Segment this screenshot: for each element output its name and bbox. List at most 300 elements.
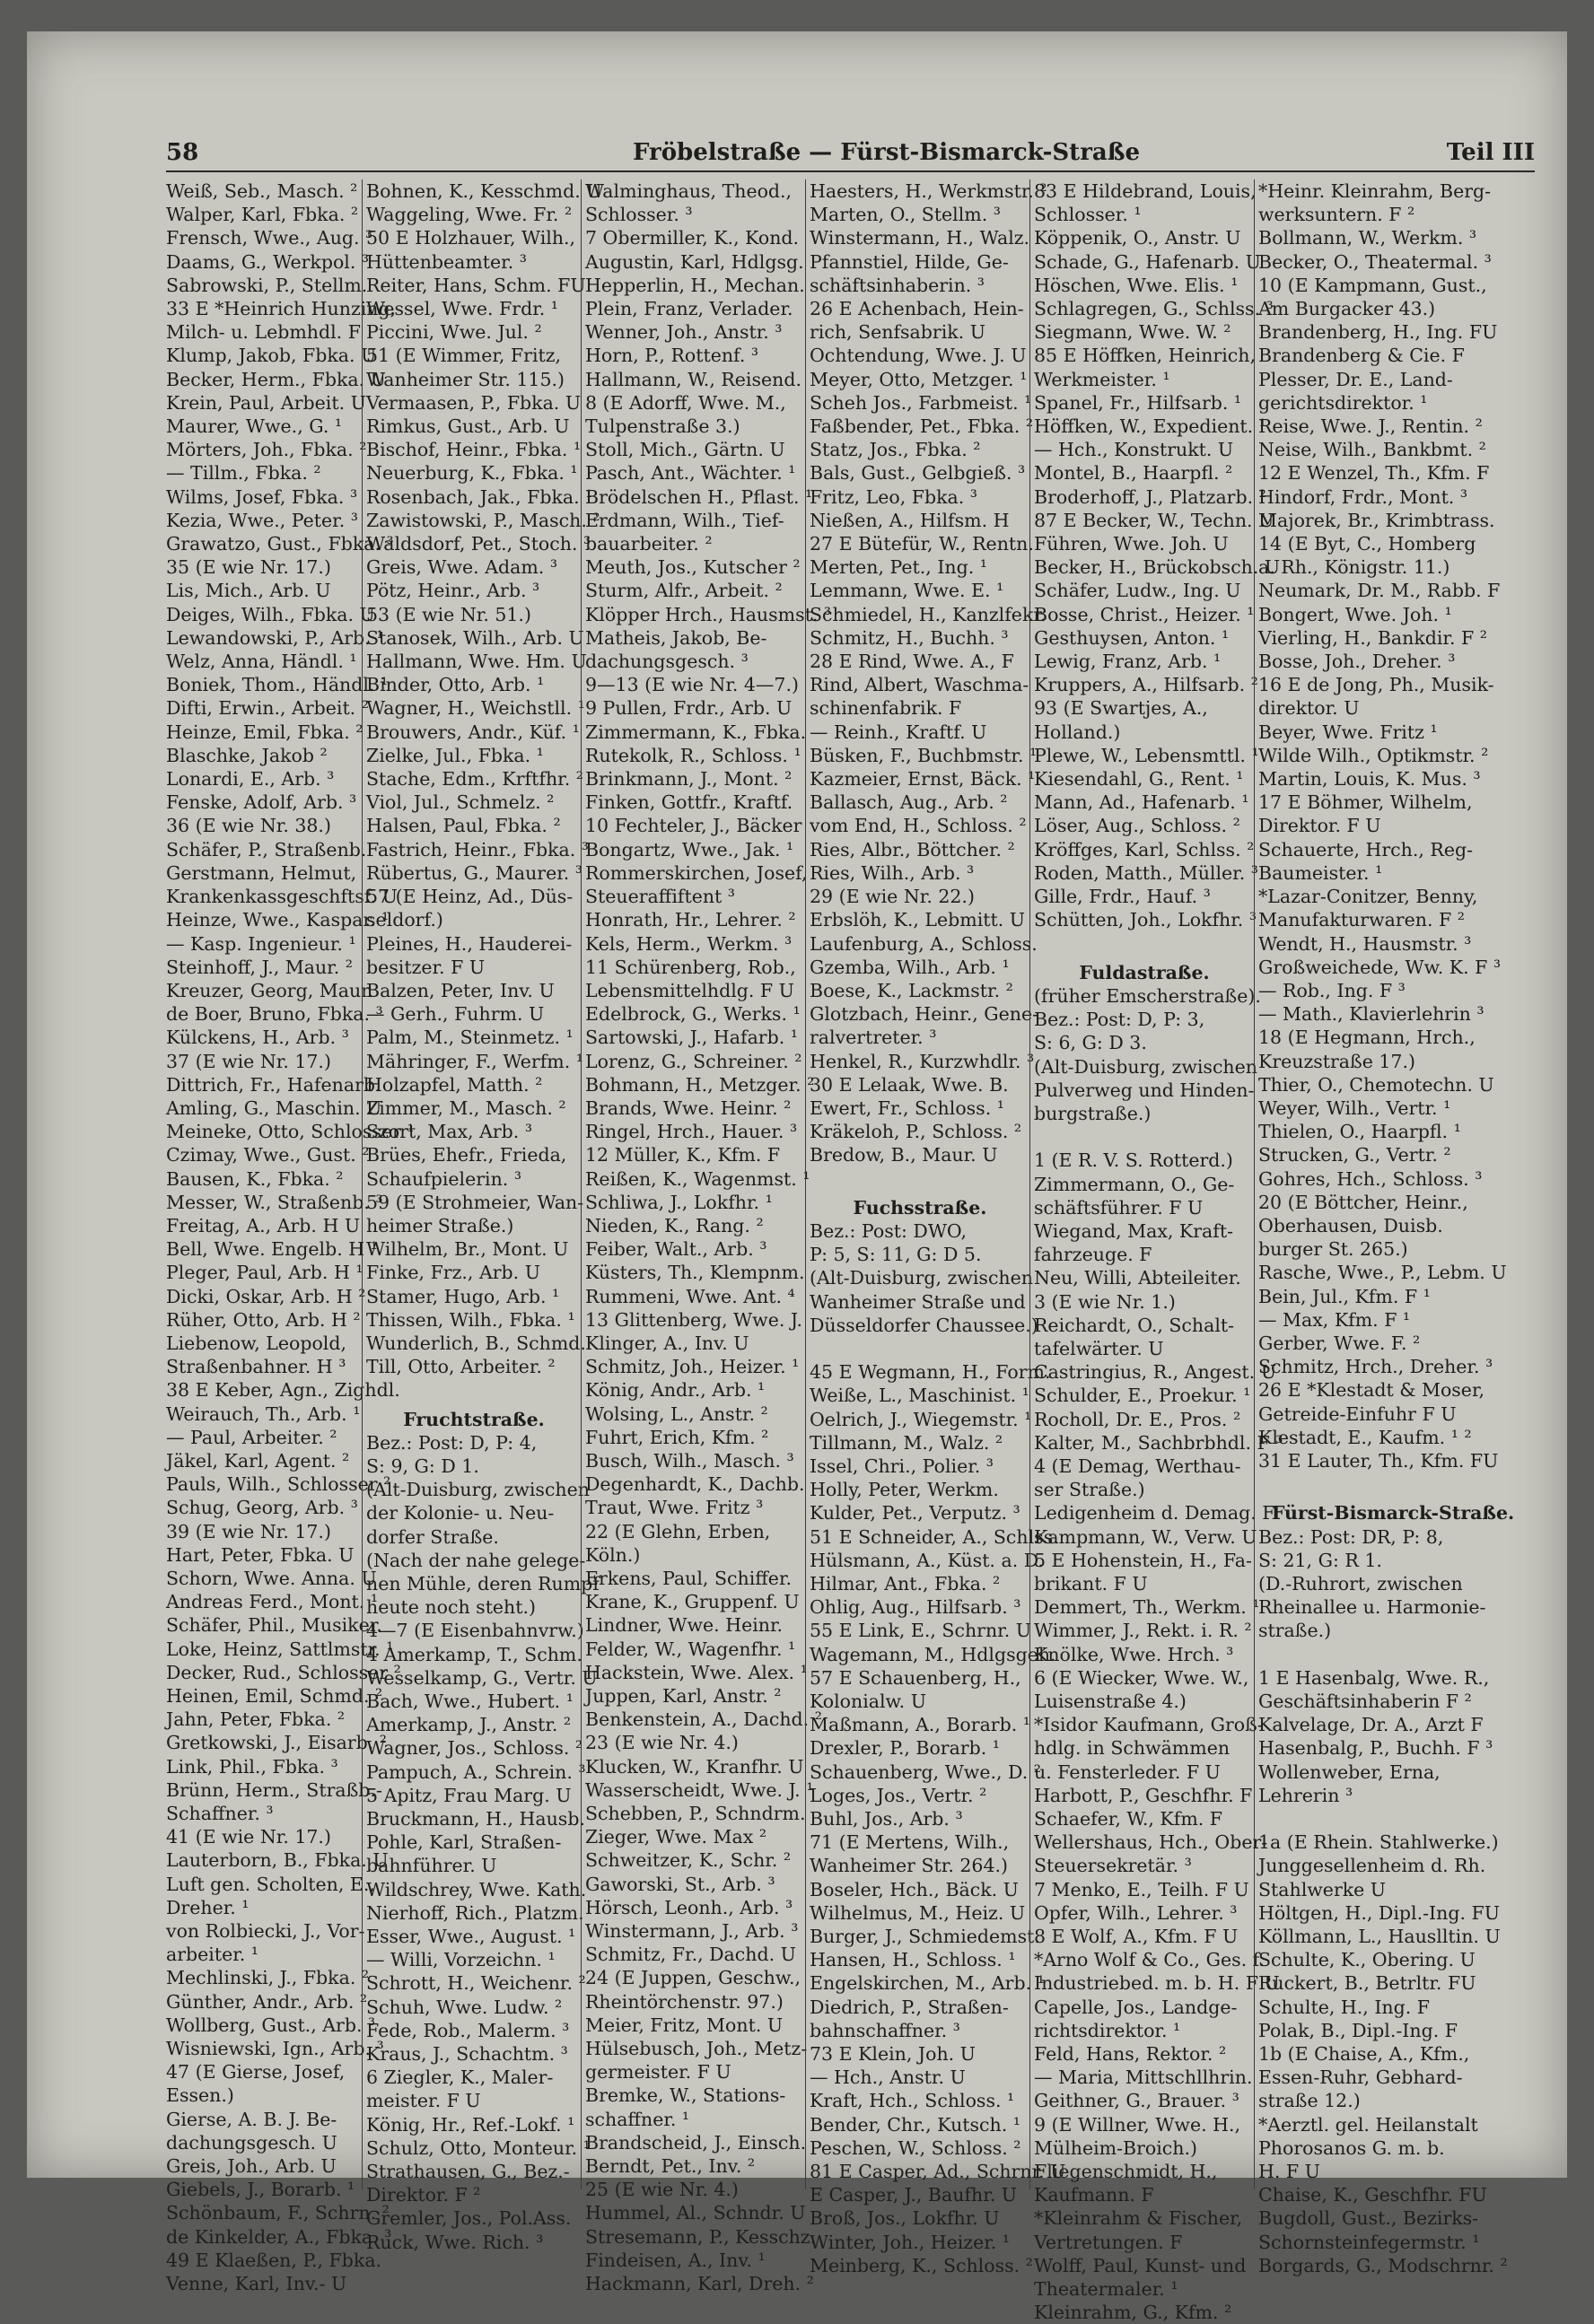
entry-line: 12 E Wenzel, Th., Kfm. F — [1258, 462, 1490, 485]
page-header — [166, 139, 1535, 175]
entry-line: Ries, Albr., Böttcher. ² — [810, 838, 1015, 861]
entry-line: Ringel, Hrch., Hauer. ³ — [585, 1121, 798, 1143]
entry-line: Blaschke, Jakob ² — [166, 744, 328, 766]
entry-line: Kampmann, W., Verw. U — [1034, 1525, 1257, 1548]
entry-line: Schebben, P., Schndrm. — [585, 1803, 806, 1825]
entry-line: Lewig, Franz, Arb. ¹ — [1034, 651, 1222, 673]
entry-line: fahrzeuge. F — [1034, 1244, 1152, 1266]
entry-line: Bach, Wwe., Hubert. ¹ — [366, 1691, 574, 1712]
entry-line: Gzemba, Wilh., Arb. ¹ — [810, 956, 1010, 978]
entry-line: schinenfabrik. F — [810, 697, 962, 720]
entry-line: Oberhausen, Duisb. — [1258, 1214, 1443, 1236]
entry-line: Horn, P., Rottenf. ³ — [585, 345, 759, 367]
entry-line: Gremler, Jos., Pol.Ass. — [366, 2207, 572, 2230]
entry-line: Castringius, R., Angest. U — [1034, 1361, 1276, 1384]
entry-line: Loke, Heinz, Sattlmstr. ¹ — [166, 1638, 394, 1660]
entry-line: Dicki, Oskar, Arb. H ² — [166, 1285, 366, 1307]
entry-line: Lemmann, Wwe. E. ¹ — [810, 580, 1004, 602]
entry-line: Hallmann, Wwe. Hm. U — [366, 651, 587, 673]
entry-line: Schulz, Otto, Monteur. ¹ — [366, 2136, 591, 2159]
entry-line: Becker, Herm., Fbka. U — [166, 368, 386, 390]
entry-line: Maßmann, A., Borarb. ¹ — [810, 1714, 1030, 1736]
entry-line: 10 (E Kampmann, Gust., — [1258, 274, 1487, 296]
entry-line: Link, Phil., Fbka. ³ — [166, 1755, 338, 1778]
entry-line: — Maria, Mittschllhrin. — [1034, 2066, 1253, 2089]
entry-line: tafelwärter. U — [1034, 1337, 1164, 1359]
entry-line: Esser, Wwe., August. ¹ — [366, 1926, 576, 1948]
entry-line: Köppenik, O., Anstr. U — [1034, 227, 1241, 249]
entry-line: Greis, Wwe. Adam. ³ — [366, 556, 558, 579]
entry-line: Majorek, Br., Krimbtrass. — [1258, 509, 1495, 531]
entry-line: Kreuzstraße 17.) — [1258, 1050, 1415, 1072]
entry-line: Stanosek, Wilh., Arb. U — [366, 626, 584, 649]
entry-line: Kraus, J., Schachtm. ³ — [366, 2043, 568, 2066]
entry-line: Höltgen, H., Dipl.-Ing. FU — [1258, 1901, 1501, 1924]
entry-line: Grawatzo, Gust., Fbka. ³ — [166, 533, 394, 555]
entry-line: Kräkeloh, P., Schloss. ² — [810, 1121, 1022, 1143]
entry-line: Felder, W., Wagenfhr. ¹ — [585, 1638, 796, 1660]
column-2 — [362, 179, 602, 2253]
entry-line: Rheinallee u. Harmonie- — [1258, 1596, 1486, 1619]
entry-line: Günther, Andr., Arb. ² — [166, 1990, 368, 2013]
entry-line: schaffner. ¹ — [585, 2108, 690, 2130]
entry-line: S: 6, G: D 3. — [1034, 1032, 1147, 1054]
entry-line: — Math., Klavierlehrin ³ — [1258, 1003, 1485, 1026]
entry-line: Steinhoff, J., Maur. ² — [166, 956, 353, 978]
entry-line: Rüher, Otto, Arb. H ² — [166, 1308, 361, 1331]
entry-line: 9—13 (E wie Nr. 4—7.) — [585, 674, 799, 696]
entry-line: 1 E Hasenbalg, Wwe. R., — [1258, 1666, 1490, 1689]
entry-line: ser Straße.) — [1034, 1479, 1145, 1501]
entry-line: Weiß, Seb., Masch. ² — [166, 180, 358, 202]
entry-line: Plewe, W., Lebensmttl. ¹ — [1034, 744, 1259, 766]
entry-line: 37 (E wie Nr. 17.) — [166, 1050, 331, 1072]
entry-line: 1b (E Chaise, A., Kfm., — [1258, 2043, 1470, 2066]
entry-line: Pauls, Wilh., Schlosser ² — [166, 1473, 391, 1496]
entry-line: Laufenburg, A., Schloss. — [810, 932, 1038, 955]
entry-line: Stahlwerke U — [1258, 1878, 1387, 1900]
entry-line: 57 (E Heinz, Ad., Düs- — [366, 886, 574, 908]
entry-line: 81 E Casper, Ad., Schrnr. U — [810, 2161, 1066, 2183]
entry-line: 4 (E Demag, Werthau- — [1034, 1455, 1241, 1477]
entry-line: Erdmann, Wilh., Tief- — [585, 509, 784, 531]
entry-line: Lonardi, E., Arb. ³ — [166, 768, 335, 791]
entry-line: Zimmermann, K., Fbka. — [585, 721, 807, 743]
entry-line: Busch, Wilh., Masch. ³ — [585, 1449, 794, 1472]
entry-line: Düsseldorfer Chaussee.) — [810, 1314, 1038, 1336]
entry-line: Schuh, Wwe. Ludw. ² — [366, 1996, 563, 2018]
entry-line: schäftsführer. F U — [1034, 1196, 1204, 1219]
entry-line: Schaufpielerin. ³ — [366, 1167, 522, 1190]
entry-line: Greis, Joh., Arb. U — [166, 2155, 337, 2178]
entry-line: Findeisen, A., Inv. ¹ — [585, 2249, 766, 2271]
entry-line: Wessel, Wwe. Frdr. ¹ — [366, 298, 559, 320]
entry-line: Faßbender, Pet., Fbka. ² — [810, 415, 1034, 438]
entry-line: Zieger, Wwe. Max ² — [585, 1826, 767, 1848]
entry-line: Kruppers, A., Hilfsarb. ² — [1034, 674, 1258, 696]
entry-line: Bez.: Post: D, P: 4, — [366, 1431, 538, 1454]
entry-line: *Lazar-Conitzer, Benny, — [1258, 886, 1478, 908]
entry-line: *Heinr. Kleinrahm, Berg- — [1258, 180, 1492, 202]
entry-line: Fliegenschmidt, H., — [1034, 2161, 1218, 2183]
entry-line — [1258, 1472, 1528, 1496]
entry-line: Brünn, Herm., Straßb.- — [166, 1778, 382, 1801]
column-6 — [1254, 179, 1528, 2276]
entry-line: Plesser, Dr. E., Land- — [1258, 368, 1453, 390]
entry-line: Opfer, Wilh., Lehrer. ³ — [1034, 1901, 1238, 1924]
entry-line: Schulte, H., Ing. F — [1258, 1996, 1430, 2018]
entry-line: Lehrerin ³ — [1258, 1784, 1353, 1806]
entry-line: 24 (E Juppen, Geschw., — [585, 1967, 801, 1989]
entry-line: Wiegand, Max, Kraft- — [1034, 1219, 1233, 1242]
entry-line: 59 (E Strohmeier, Wan- — [366, 1191, 584, 1213]
entry-line: Messer, W., Straßenb. ³ — [166, 1191, 383, 1213]
entry-line: Winstermann, H., Walz. — [810, 227, 1030, 249]
entry-line: 17 E Böhmer, Wilhelm, — [1258, 791, 1473, 814]
entry-line: — Gerh., Fuhrm. U — [366, 1003, 545, 1026]
entry-line: Neise, Wilh., Bankbmt. ² — [1258, 439, 1486, 461]
entry-line: (früher Emscherstraße). — [1034, 984, 1261, 1007]
entry-line: Bals, Gust., Gelbgieß. ³ — [810, 462, 1026, 485]
entry-line: Luisenstraße 4.) — [1034, 1691, 1187, 1712]
entry-line: Meier, Fritz, Mont. U — [585, 2014, 784, 2036]
entry-line: 36 (E wie Nr. 38.) — [166, 815, 331, 837]
entry-line: Bohmann, H., Metzger. ² — [585, 1073, 815, 1096]
entry-line: Rutekolk, R., Schloss. ¹ — [585, 744, 801, 766]
entry-line: Bez.: Post: DWO, — [810, 1219, 968, 1242]
entry-line: Feld, Hans, Rektor. ² — [1034, 2043, 1227, 2066]
entry-line: Boese, K., Lackmstr. ² — [810, 979, 1013, 1001]
entry-line: Weiße, L., Maschinist. ¹ — [810, 1385, 1029, 1407]
entry-line: Kleinrahm, G., Kfm. ² — [1034, 2302, 1232, 2324]
entry-line: Lebensmittelhdlg. F U — [585, 979, 794, 1001]
entry-line: Thielen, O., Haarpfl. ¹ — [1258, 1121, 1461, 1143]
entry-line: Winter, Joh., Heizer. ¹ — [810, 2231, 1011, 2253]
entry-line: 23 (E wie Nr. 4.) — [585, 1732, 739, 1754]
entry-line: Rind, Albert, Waschma- — [810, 674, 1029, 696]
entry-line: 31 E Lauter, Th., Kfm. FU — [1258, 1449, 1499, 1472]
entry-line: Henkel, R., Kurzwhdlr. ³ — [810, 1050, 1035, 1072]
entry-line: Hart, Peter, Fbka. U — [166, 1543, 355, 1566]
entry-line: Gesthuysen, Anton. ¹ — [1034, 626, 1230, 649]
entry-line: 50 E Holzhauer, Wilh., — [366, 227, 576, 249]
entry-line: Andreas Ferd., Mont. ¹ — [166, 1591, 379, 1613]
entry-line: 8 E Wolf, A., Kfm. F U — [1034, 1926, 1239, 1948]
entry-line: Wenner, Joh., Anstr. ³ — [585, 321, 783, 344]
entry-line: Meinberg, K., Schloss. ² — [810, 2254, 1033, 2276]
entry-line: 27 E Bütefür, W., Rentn. — [810, 533, 1034, 555]
entry-line: Lorenz, G., Schreiner. ² — [585, 1050, 802, 1072]
entry-line: Wanheimer Str. 115.) — [366, 368, 565, 390]
entry-line: Schäfer, P., Straßenb. — [166, 838, 367, 861]
entry-line: Köln.) — [585, 1543, 641, 1566]
entry-line: 51 (E Wimmer, Fritz, — [366, 345, 562, 367]
directory-page — [166, 99, 1535, 2324]
entry-line: Wunderlich, B., Schmd. — [366, 1332, 586, 1354]
entry-line: Nierhoff, Rich., Platzm. — [366, 1901, 584, 1924]
entry-line: Ohlig, Aug., Hilfsarb. ³ — [810, 1596, 1021, 1619]
entry-line: 20 (E Böttcher, Heinr., — [1258, 1191, 1468, 1213]
entry-line: burger St. 265.) — [1258, 1238, 1408, 1261]
entry-line: Ewert, Fr., Schloss. ¹ — [810, 1096, 1004, 1119]
entry-line: Brödelschen H., Pflast. ¹ — [585, 485, 813, 508]
entry-line: Direktor. F U — [1258, 815, 1381, 837]
entry-line: Schmitz, Joh., Heizer. ¹ — [585, 1356, 800, 1378]
entry-line: dorfer Straße. — [366, 1525, 499, 1548]
entry-line: Ledigenheim d. Demag. F — [1034, 1502, 1275, 1525]
entry-line: Gretkowski, J., Eisarb. ² — [166, 1732, 387, 1754]
entry-line: Ries, Wilh., Arb. ³ — [810, 861, 975, 884]
entry-line: Am Burgacker 43.) — [1258, 298, 1436, 320]
entry-line: S: 9, G: D 1. — [366, 1455, 479, 1477]
entry-line: Pasch, Ant., Wächter. ¹ — [585, 462, 796, 485]
entry-line: S: 21, G: R 1. — [1258, 1549, 1382, 1571]
entry-line: 10 Fechteler, J., Bäcker — [585, 815, 802, 837]
entry-line: Kolonialw. U — [810, 1691, 926, 1712]
entry-line: Mechlinski, J., Fbka. ² — [166, 1967, 370, 1989]
entry-line: Wildschrey, Wwe. Kath. — [366, 1878, 587, 1900]
entry-line: Bohnen, K., Kesschmd. U — [366, 180, 602, 202]
entry-line: Pulverweg und Hinden- — [1034, 1079, 1255, 1101]
entry-line: Wilhelm, Br., Mont. U — [366, 1238, 569, 1261]
entry-line: Merten, Pet., Ing. ¹ — [810, 556, 987, 579]
entry-line: Essen.) — [166, 2084, 234, 2107]
entry-line: Rummeni, Wwe. Ant. ⁴ — [585, 1285, 795, 1307]
entry-line: Capelle, Jos., Landge- — [1034, 1996, 1238, 2018]
entry-line: Luft gen. Scholten, E., — [166, 1873, 375, 1895]
entry-line: Brandscheid, J., Einsch. — [585, 2131, 807, 2154]
entry-line: werksuntern. F ² — [1258, 204, 1415, 226]
entry-line: Wilhelmus, M., Heiz. U — [810, 1901, 1026, 1924]
entry-line: Czimay, Wwe., Gust. ² — [166, 1144, 370, 1166]
entry-line: (D.-Ruhrort, zwischen — [1258, 1572, 1463, 1594]
entry-line: Martin, Louis, K. Mus. ³ — [1258, 768, 1481, 791]
entry-line: Wollenweber, Erna, — [1258, 1760, 1441, 1783]
entry-line: (Alt-Duisburg, zwischen — [366, 1479, 590, 1501]
entry-line: Amerkamp, J., Anstr. ² — [366, 1714, 572, 1736]
entry-line: Hummel, Al., Schndr. U — [585, 2202, 806, 2224]
entry-line: Peschen, W., Schloss. ² — [810, 2136, 1021, 2159]
entry-line: Finke, Frz., Arb. U — [366, 1262, 540, 1284]
entry-line: Edelbrock, G., Werks. ¹ — [585, 1003, 801, 1026]
entry-line: Schmitz, Fr., Dachd. U — [585, 1944, 796, 1966]
entry-line: Degenhardt, K., Dachb. — [585, 1473, 805, 1496]
entry-line: Gohres, Hch., Schloss. ³ — [1258, 1167, 1483, 1190]
entry-line: heimer Straße.) — [366, 1214, 514, 1236]
entry-line: 7 Obermiller, K., Kond. — [585, 227, 800, 249]
entry-line: Walminghaus, Theod., — [585, 180, 793, 202]
entry-line: Klinger, A., Inv. U — [585, 1332, 749, 1354]
entry-line: Schulte, K., Obering. U — [1258, 1949, 1476, 1971]
entry-line: Getreide-Einfuhr F U — [1258, 1402, 1457, 1425]
entry-line: Wolsing, L., Anstr. ² — [585, 1402, 768, 1425]
entry-line: Bez.: Post: D, P: 3, — [1034, 1009, 1205, 1031]
entry-line: Vierling, H., Bankdir. F ² — [1258, 626, 1487, 649]
entry-line: Pötz, Heinr., Arb. ³ — [366, 580, 540, 602]
entry-line: 87 E Becker, W., Techn. U — [1034, 509, 1274, 531]
street-heading: Fürst-Bismarck-Straße. — [1271, 1502, 1515, 1525]
entry-line: Schulder, E., Proekur. ¹ — [1034, 1385, 1251, 1407]
entry-line: bahnführer. U — [366, 1855, 497, 1877]
entry-line: Schrott, H., Weichenr. ² — [366, 1972, 586, 1995]
entry-line: Wisniewski, Ign., Arb. ³ — [166, 2038, 384, 2060]
entry-line: Engelskirchen, M., Arb. ¹ — [810, 1972, 1045, 1995]
entry-line: Zawistowski, P., Masch. ² — [366, 509, 600, 531]
entry-line: Beyer, Wwe. Fritz ¹ — [1258, 721, 1438, 743]
entry-line: Ballasch, Aug., Arb. ² — [810, 791, 1008, 814]
entry-line: König, Hr., Ref.-Lokf. ¹ — [366, 2113, 575, 2136]
entry-line: Plein, Franz, Verlader. — [585, 298, 793, 320]
entry-line: Hepperlin, H., Mechan. — [585, 274, 805, 296]
entry-line: 5 E Hohenstein, H., Fa- — [1034, 1549, 1252, 1571]
entry-line: Tulpenstraße 3.) — [585, 415, 740, 438]
entry-line: Palm, M., Steinmetz. ¹ — [366, 1027, 574, 1049]
entry-line: schäftsinhaberin. ³ — [810, 274, 985, 296]
entry-line: bahnschaffner. ³ — [810, 2019, 960, 2041]
entry-line: Wilde Wilh., Optikmstr. ² — [1258, 744, 1489, 766]
entry-line: Klucken, W., Kranfhr. U — [585, 1755, 804, 1778]
entry-line: de Kinkelder, A., Fbka. ³ — [166, 2225, 392, 2248]
entry-line: Kalvelage, Dr. A., Arzt F — [1258, 1714, 1484, 1736]
entry-line: Hüttenbeamter. ³ — [366, 250, 527, 273]
entry-line: Zimmer, M., Masch. ² — [366, 1096, 566, 1119]
entry-line: 30 E Lelaak, Wwe. B. — [810, 1073, 1009, 1096]
entry-line: Heinen, Emil, Schmd. ² — [166, 1685, 383, 1707]
entry-line: Fritz, Leo, Fbka. ³ — [810, 485, 978, 508]
entry-line: Bugdoll, Gust., Bezirks- — [1258, 2207, 1479, 2230]
entry-line: Junggesellenheim d. Rh. — [1258, 1855, 1486, 1877]
entry-line: Krankenkassgeschftsf. U — [166, 886, 398, 908]
entry-line: richtsdirektor. ¹ — [1034, 2019, 1181, 2041]
entry-line: Halsen, Paul, Fbka. ² — [366, 815, 561, 837]
entry-line — [1258, 1643, 1528, 1666]
entry-line: Buhl, Jos., Arb. ³ — [810, 1808, 963, 1830]
entry-line: Viol, Jul., Schmelz. ² — [366, 791, 555, 814]
entry-line: direktor. U — [1258, 697, 1360, 720]
entry-line: Gierse, A. B. J. Be- — [166, 2108, 337, 2130]
entry-line: Statz, Jos., Fbka. ² — [810, 439, 981, 461]
entry-line: 35 (E wie Nr. 17.) — [166, 556, 331, 579]
entry-line: Matheis, Jakob, Be- — [585, 626, 767, 649]
entry-line: 12 Müller, K., Kfm. F — [585, 1144, 781, 1166]
entry-line: de Boer, Bruno, Fbka. ³ — [166, 1003, 383, 1026]
entry-line: 22 (E Glehn, Erben, — [585, 1520, 771, 1542]
entry-line: Jäkel, Karl, Agent. ² — [166, 1449, 350, 1472]
entry-line: Bein, Jul., Kfm. F ¹ — [1258, 1285, 1431, 1307]
entry-line — [810, 1337, 1030, 1360]
entry-line: Bollmann, W., Werkm. ³ — [1258, 227, 1477, 249]
entry-line: heute noch steht.) — [366, 1596, 537, 1619]
entry-line: Juppen, Karl, Anstr. ² — [585, 1685, 782, 1707]
entry-line: Maurer, Wwe., G. ¹ — [166, 415, 343, 438]
entry-line: Industriebed. m. b. H. F U — [1034, 1972, 1280, 1995]
entry-line — [1034, 1125, 1255, 1149]
entry-line: 57 E Schauenberg, H., — [810, 1666, 1021, 1689]
entry-line — [810, 1167, 1030, 1191]
entry-line: Wellershaus, Hch., Ober- — [1034, 1831, 1268, 1854]
entry-line: *Kleinrahm & Fischer, — [1034, 2207, 1243, 2230]
entry-line: Kaufmann. F — [1034, 2184, 1154, 2206]
entry-line: Großweichede, Ww. K. F ³ — [1258, 956, 1502, 978]
entry-line: Giebels, J., Borarb. ¹ — [166, 2179, 355, 2201]
entry-line: Gerber, Wwe. F. ² — [1258, 1332, 1421, 1354]
entry-line: 47 (E Gierse, Josef, — [166, 2061, 346, 2084]
entry-line: Vertretungen. F — [1034, 2231, 1183, 2253]
entry-line: Waggeling, Wwe. Fr. ² — [366, 204, 573, 226]
entry-line: Fenske, Adolf, Arb. ³ — [166, 791, 357, 814]
entry-line: 13 Glittenberg, Wwe. J. — [585, 1308, 803, 1331]
entry-line: Krein, Paul, Arbeit. U — [166, 391, 366, 414]
entry-line: nen Mühle, deren Rumpf — [366, 1572, 600, 1594]
entry-line: — Max, Kfm. F ¹ — [1258, 1308, 1411, 1331]
entry-line: Strathausen, G., Bez.- — [366, 2161, 570, 2183]
entry-line: Schug, Georg, Arb. ³ — [166, 1497, 358, 1519]
entry-line: Drexler, P., Borarb. ¹ — [810, 1737, 1000, 1760]
entry-line: 1a (E Rhein. Stahlwerke.) — [1258, 1831, 1499, 1854]
entry-line: Waldsdorf, Pet., Stoch. ³ — [366, 533, 591, 555]
entry-line: 16 E de Jong, Ph., Musik- — [1258, 674, 1494, 696]
entry-line: Meineke, Otto, Schlosser ¹ — [166, 1121, 415, 1143]
page-number: 58 — [166, 139, 199, 166]
entry-line: Gaworski, St., Arb. ³ — [585, 1873, 775, 1895]
entry-line: Schauenberg, Wwe., D. ² — [810, 1760, 1041, 1783]
entry-line: Lis, Mich., Arb. U — [166, 580, 331, 602]
entry-line: 14 (E Byt, C., Homberg — [1258, 533, 1476, 555]
entry-line: Brands, Wwe. Heinr. ² — [585, 1096, 792, 1119]
entry-line: Schönbaum, F., Schrn. ² — [166, 2202, 390, 2224]
entry-line: Ochtendung, Wwe. J. U — [810, 345, 1027, 367]
entry-line: Brinkmann, J., Mont. ² — [585, 768, 793, 791]
entry-line: Brandenberg, H., Ing. FU — [1258, 321, 1498, 344]
entry-line: Loges, Jos., Vertr. ² — [810, 1784, 987, 1806]
entry-line: Lauterborn, B., Fbka. U — [166, 1849, 389, 1872]
entry-line: a. Rh., Königstr. 11.) — [1258, 556, 1450, 579]
entry-line: 85 E Höffken, Heinrich, — [1034, 345, 1256, 367]
entry-line: Bremke, W., Stations- — [585, 2084, 786, 2107]
entry-line: dachungsgesch. U — [166, 2131, 337, 2154]
entry-line: 29 (E wie Nr. 22.) — [810, 886, 975, 908]
entry-line: Rheintörchenstr. 97.) — [585, 1990, 784, 2013]
entry-line: 8 (E Adorff, Wwe. M., — [585, 391, 786, 414]
entry-line: 55 E Link, E., Schrnr. U — [810, 1620, 1032, 1642]
entry-line: — Paul, Arbeiter. ² — [166, 1426, 337, 1448]
entry-line: 4 Amerkamp, T., Schm. — [366, 1643, 582, 1665]
street-heading: Fuchsstraße. — [853, 1196, 987, 1219]
entry-line: *Aerztl. gel. Heilanstalt — [1258, 2113, 1478, 2136]
entry-line: Kezia, Wwe., Peter. ³ — [166, 509, 358, 531]
entry-line: Heinze, Wwe., Kaspar. ¹ — [166, 909, 390, 931]
entry-line: Schweitzer, K., Schr. ² — [585, 1849, 792, 1872]
entry-line: ralvertreter. ³ — [810, 1027, 937, 1049]
entry-line: Difti, Erwin., Arbeit. ² — [166, 697, 369, 720]
entry-line: Fuhrt, Erich, Kfm. ² — [585, 1426, 769, 1448]
entry-line: Reichardt, O., Schalt- — [1034, 1314, 1235, 1336]
entry-line: Phorosanos G. m. b. — [1258, 2136, 1445, 2159]
entry-line: Glotzbach, Heinr., Gene- — [810, 1003, 1039, 1026]
entry-line: Haesters, H., Werkmstr. ² — [810, 180, 1047, 202]
entry-line: Berndt, Pet., Inv. ² — [585, 2155, 756, 2178]
entry-line: Vermaasen, P., Fbka. U — [366, 391, 582, 414]
entry-line: — Rob., Ing. F ³ — [1258, 979, 1406, 1001]
entry-line: — Hch., Anstr. U — [810, 2066, 966, 2089]
entry-line: Benkenstein, A., Dachd. ² — [585, 1708, 822, 1731]
entry-line: 1 (E R. V. S. Rotterd.) — [1034, 1149, 1233, 1172]
entry-line: Sturm, Alfr., Arbeit. ² — [585, 580, 783, 602]
entry-line: Walper, Karl, Fbka. ² — [166, 204, 359, 226]
entry-line: Hackmann, Karl, Dreh. ² — [585, 2273, 814, 2295]
entry-line: Baumeister. ¹ — [1258, 861, 1383, 884]
entry-line: *Isidor Kaufmann, Groß- — [1034, 1714, 1264, 1736]
